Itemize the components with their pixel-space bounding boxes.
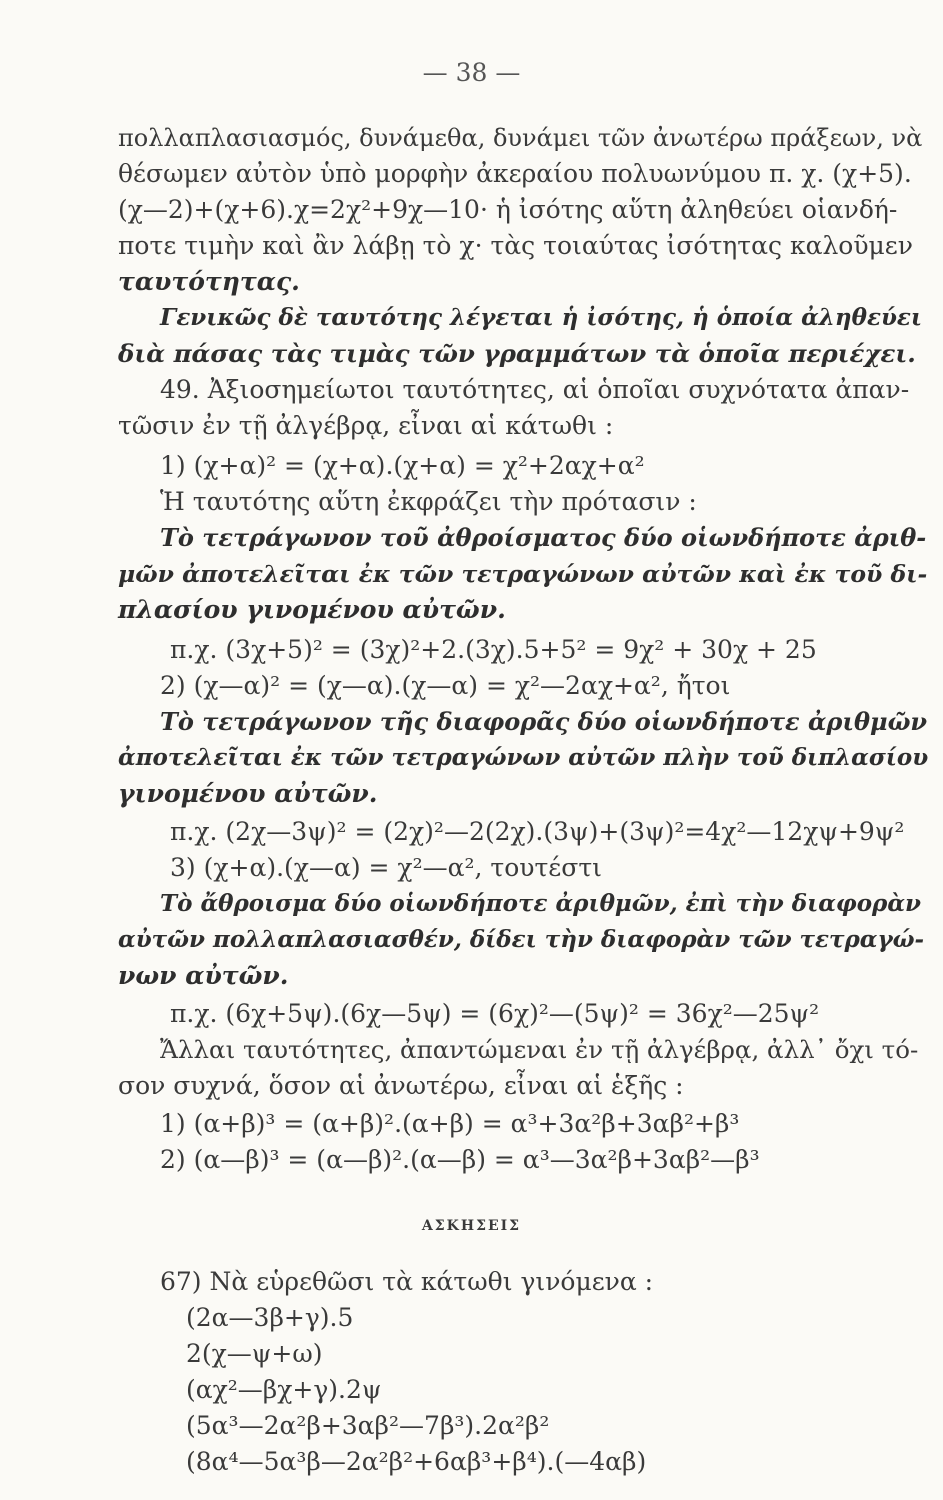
definition-line: Γενικῶς δὲ ταυτότης λέγεται ἡ ἰσότης, ἡ ὁποία ἀληθεύει <box>160 304 923 331</box>
identity-3: 3) (χ+α).(χ—α) = χ²—α², τουτέστι <box>170 853 602 882</box>
exercise-67: 67) Νὰ εὑρεθῶσι τὰ κάτωθι γινόμενα : <box>160 1267 654 1296</box>
text-line: τῶσιν ἐν τῇ ἀλγέβρᾳ, εἶναι αἱ κάτωθι : <box>118 411 614 440</box>
section-49-line: 49. Ἀξιοσημείωτοι ταυτότητες, αἱ ὁποῖαι συχνότατα ἀπαν- <box>160 375 910 404</box>
identity-cube-diff: 2) (α—β)³ = (α—β)².(α—β) = α³—3α²β+3αβ²—β³ <box>160 1145 760 1174</box>
theorem-line: μῶν ἀποτελεῖται ἐκ τῶν τετραγώνων αὐτῶν καὶ ἐκ τοῦ δι- <box>118 560 928 588</box>
identity-1: 1) (χ+α)² = (χ+α).(χ+α) = χ²+2αχ+α² <box>160 451 645 480</box>
identity-2: 2) (χ—α)² = (χ—α).(χ—α) = χ²—2αχ+α², ἤτοι <box>160 671 731 700</box>
text-line: (χ—2)+(χ+6).χ=2χ²+9χ—10· ἡ ἰσότης αὕτη ἀληθεύει οἱανδή- <box>118 195 898 224</box>
text-line: Ἄλλαι ταυτότητες, ἀπαντώμεναι ἐν τῇ ἀλγέβρᾳ, ἀλλ᾽ ὄχι τό- <box>160 1035 919 1064</box>
definition-line: διὰ πάσας τὰς τιμὰς τῶν γραμμάτων τὰ ὁποῖα περιέχει. <box>118 339 916 368</box>
exercise-item: 2(χ—ψ+ω) <box>186 1339 323 1368</box>
text-line-italic: ταυτότητας. <box>118 267 300 296</box>
text-line: ποτε τιμὴν καὶ ἂν λάβῃ τὸ χ· τὰς τοιαύτας ἰσότητας καλοῦμεν <box>118 231 913 260</box>
theorem-line: γινομένου αὐτῶν. <box>118 779 378 808</box>
exercise-item: (αχ²—βχ+γ).2ψ <box>186 1375 382 1404</box>
exercises-heading: ΑΣΚΗΣΕΙΣ <box>421 1218 522 1234</box>
theorem-line: νων αὐτῶν. <box>118 961 289 990</box>
theorem-line: Τὸ τετράγωνον τοῦ ἀθροίσματος δύο οἱωνδήποτε ἀριθ- <box>160 523 927 552</box>
exercise-item: (2α—3β+γ).5 <box>186 1303 354 1332</box>
text-line: σον συχνά, ὅσον αἱ ἀνωτέρω, εἶναι αἱ ἑξῆς : <box>118 1071 684 1100</box>
theorem-line: πλασίου γινομένου αὐτῶν. <box>118 595 506 624</box>
exercise-item: (5α³—2α²β+3αβ²—7β³).2α²β² <box>186 1411 550 1440</box>
exercise-item: (8α⁴—5α³β—2α²β²+6αβ³+β⁴).(—4αβ) <box>186 1447 647 1476</box>
theorem-line: αὐτῶν πολλαπλασιασθέν, δίδει τὴν διαφορὰν τῶν τετραγώ- <box>118 926 925 953</box>
theorem-line: ἀποτελεῖται ἐκ τῶν τετραγώνων αὐτῶν πλὴν τοῦ διπλασίου <box>118 744 929 771</box>
theorem-line: Τὸ τετράγωνον τῆς διαφορᾶς δύο οἱωνδήποτε ἀριθμῶν <box>160 707 928 736</box>
text-line: θέσωμεν αὐτὸν ὑπὸ μορφὴν ἀκεραίου πολυωνύμου π. χ. (χ+5). <box>118 159 912 188</box>
theorem-line: Τὸ ἄθροισμα δύο οἱωνδήποτε ἀριθμῶν, ἐπὶ τὴν διαφορὰν <box>160 890 922 917</box>
identity-cube-sum: 1) (α+β)³ = (α+β)².(α+β) = α³+3α²β+3αβ²+β³ <box>160 1109 740 1138</box>
example-line: π.χ. (3χ+5)² = (3χ)²+2.(3χ).5+5² = 9χ² + 30χ + 25 <box>170 635 817 664</box>
text-line: Ἡ ταυτότης αὕτη ἐκφράζει τὴν πρότασιν : <box>160 487 697 516</box>
text-line: πολλαπλασιασμός, δυνάμεθα, δυνάμει τῶν ἀνωτέρω πράξεων, νὰ <box>118 124 923 152</box>
page-number: — 38 — <box>422 58 521 87</box>
example-line: π.χ. (6χ+5ψ).(6χ—5ψ) = (6χ)²—(5ψ)² = 36χ²—25ψ² <box>170 999 820 1028</box>
example-line: π.χ. (2χ—3ψ)² = (2χ)²—2(2χ).(3ψ)+(3ψ)²=4χ²—12χψ+9ψ² <box>170 817 905 846</box>
